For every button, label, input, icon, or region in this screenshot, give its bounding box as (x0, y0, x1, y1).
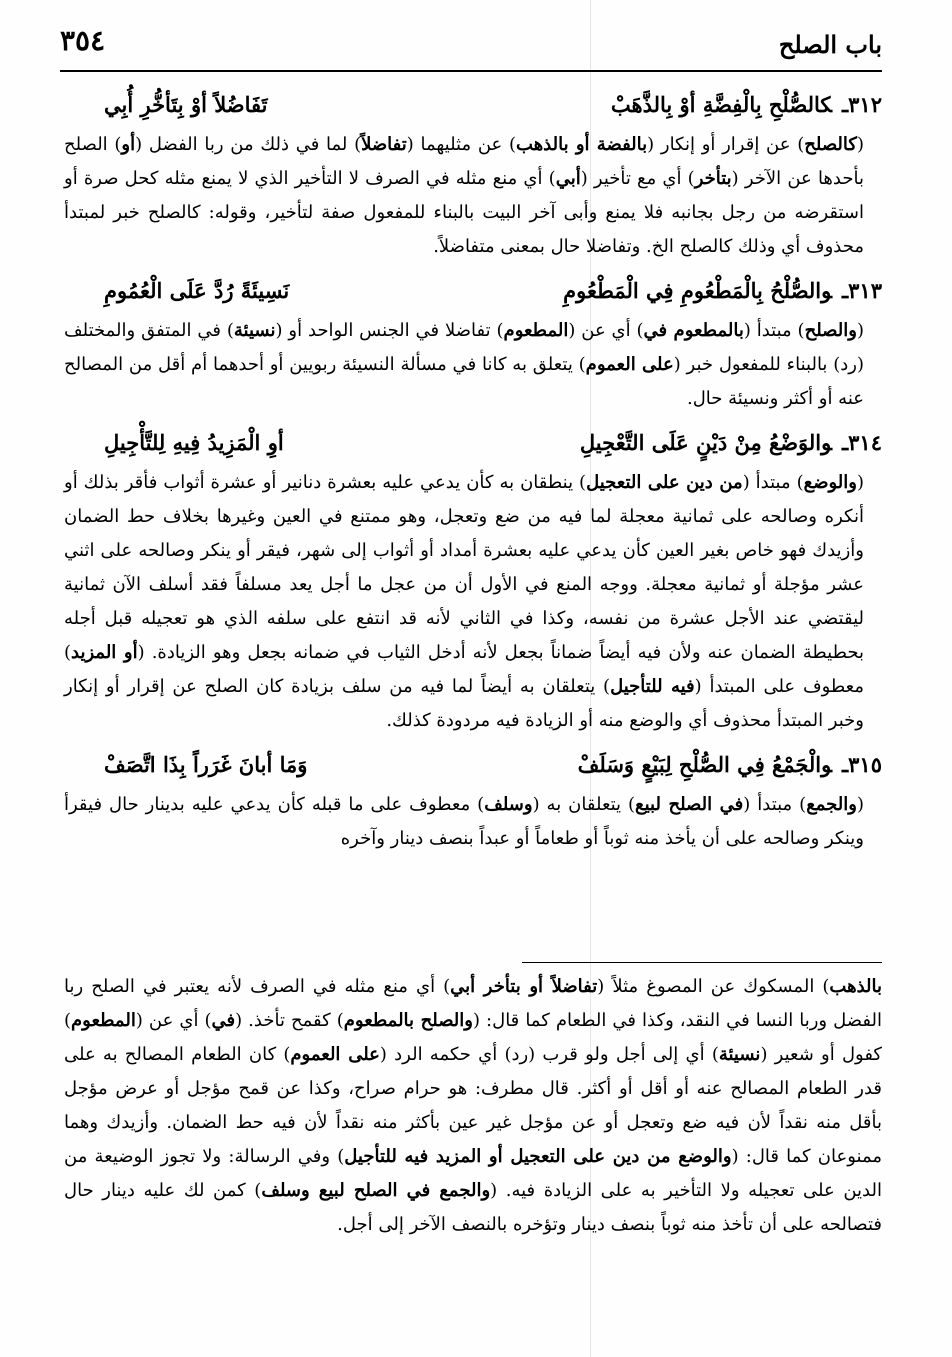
bold-run: أو المزيد (71, 642, 138, 663)
text-run: ) أي عن ( (135, 1010, 212, 1031)
text-run: ) كقمح تأخذ. ( (235, 1010, 344, 1031)
footnote-paragraph (64, 970, 882, 1242)
text-run: ) كان الطعام المصالح به على قدر الطعام المصالح عنه أو أقل أو أكثر. قال مطرف: هو حرام صراح، وكذا عن قمح مؤجل أو عرض مؤجل بأقل منه نقداً لأن فيه ضع وتعجل أو عن مؤجل غير عين بأكثر منه نقداً لأن فيه حط الضمان. وأزيدك وهما ممنوعان كما قال: ( (64, 1044, 882, 1167)
text-run: ) وفي الرسالة: ولا تجوز الوضيعة من الدين على تعجيله ولا التأخير به على الزيادة فيه. ( (64, 1146, 882, 1201)
bold-run: أو (121, 134, 136, 155)
text-run: ( (856, 320, 864, 341)
verse-first-hemistich: والوَضْعُ مِنْ دَيْنٍ عَلَى التَّعْجِيلِ (579, 430, 832, 455)
verse-second-hemistich: وَمَا أبانَ غَرَراً بِذَا اتَّصَفْ (104, 752, 308, 777)
bold-run: تفاضلاً أو بتأخر أبي (450, 976, 598, 997)
bold-run: من دين على التعجيل (586, 472, 743, 493)
verse-first-hemistich: كالصُّلْحِ بِالْفِضَّةِ أوْ بِالذَّهَبْ (610, 92, 832, 117)
commentary-paragraph (64, 128, 882, 264)
bold-run: كالصلح (804, 134, 857, 155)
verse-line (64, 420, 882, 466)
text-run: ) الصلح بأحدها عن الآخر ( (64, 134, 864, 189)
text-run: ) مبتدأ ( (742, 472, 804, 493)
commentary-paragraph (64, 466, 882, 738)
text-run: ) المسكوك عن المصوغ مثلاً ( (597, 976, 830, 997)
verse-line (64, 742, 882, 788)
text-run: ) أي مع تأخير ( (580, 168, 695, 189)
text-run: ) أي منع مثله في الصرف لأنه يعتبر في الصلح ربا الفضل وربا النسا في النقد، وكذا في الطعام كما قال: ( (64, 976, 882, 1031)
text-run: ) يتعلق به كانا في مسألة النسيئة ربويين أو أحدهما أم أقل من المصالح عنه أو أكثر ونسيئة حال. (64, 354, 864, 409)
bold-run: والصلح بالمطعوم (343, 1010, 473, 1031)
bold-run: بالفضة أو بالذهب (516, 134, 648, 155)
text-run: ) أي إلى أجل ولو قرب (رد) أي حكمه الرد ( (379, 1044, 719, 1065)
page-header (60, 24, 882, 72)
text-run: ) معطوف على ما قبله كأن يدعي عليه بدينار حال فيقرأ وينكر وصالحه على أن يأخذ منه ثوباً أو طعاماً أو عبداً بنصف دينار وآخره (64, 794, 864, 849)
commentary-paragraph (64, 314, 882, 416)
bold-run: في (211, 1010, 236, 1031)
verse-line (64, 82, 882, 128)
verse-number: ٣١٢ـ (842, 92, 882, 117)
text-run: ) لما في ذلك من ربا الفضل ( (135, 134, 362, 155)
bold-run: في الصلح لبيع (635, 794, 744, 815)
text-run: ) عن مثليهما ( (406, 134, 517, 155)
bold-run: على العموم (290, 1044, 380, 1065)
text-run: ) مبتدأ ( (743, 320, 805, 341)
footnote-divider (522, 962, 882, 963)
text-run: ) أي عن ( (568, 320, 644, 341)
commentary-paragraph (64, 788, 882, 856)
text-run: ( (856, 794, 865, 815)
bold-run: نسيئة (718, 1044, 761, 1065)
text-run: ) عن إقرار أو إنكار ( (647, 134, 805, 155)
chapter-title: باب الصلح (778, 30, 882, 59)
verse-second-hemistich: نَسِيئَةً رُدَّ عَلَى الْعُمُومِ (104, 278, 290, 303)
verse-number: ٣١٤ـ (842, 430, 882, 455)
bold-run: والجمع في الصلح لبيع وسلف (261, 1180, 491, 1201)
text-run: ) يتعلقان به ( (532, 794, 636, 815)
text-run: ) مبتدأ ( (743, 794, 807, 815)
verse-first-hemistich: والْجَمْعُ فِي الصُّلْحِ لِبَيْعٍ وَسَلَفْ (577, 752, 832, 777)
verse-first-hemistich: والصُّلْحُ بِالْمَطْعُومِ فِي الْمَطْعُومِ (563, 278, 832, 303)
text-run: ) كمن لك عليه دينار حال فتصالحه على أن تأخذ منه ثوباً بنصف دينار وتؤخره بالنصف الآخر إلى أجل. (64, 1180, 882, 1235)
text-run: ) أي منع مثله في الصرف لا التأخير الذي لا يمنع مثله كحل صرة أو استقرضه من رجل بجانبه فلا يمنع وأبى آخر البيت بالبناء للمفعول صفة لتأخير، وقوله: كالصلح خبر لمبتدأ محذوف أي وذلك كالصلح الخ. وتفاضلا حال بمعنى متفاضلاً. (64, 168, 864, 257)
bold-run: بالذهب (829, 976, 882, 997)
bold-run: أبي (555, 168, 581, 189)
footnotes (64, 970, 882, 1242)
text-run: ) تفاضلا في الجنس الواحد أو ( (275, 320, 504, 341)
bold-run: بالمطعوم في (643, 320, 744, 341)
bold-run: والجمع (806, 794, 857, 815)
text-run: ) يتعلقان به أيضاً لما فيه من سلف بزيادة كان الصلح عن إقرار أو إنكار وخبر المبتدأ محذوف أي والوضع منه أو الزيادة فيه مردودة كذلك. (64, 676, 864, 731)
bold-run: والوضع (803, 472, 857, 493)
text-run: ) معطوف على المبتدأ ( (64, 642, 864, 697)
main-text (64, 82, 882, 856)
verse-second-hemistich: أوِ الْمَزِيدُ فِيهِ لِلتَّأْجِيلِ (104, 430, 284, 455)
bold-run: فيه للتأجيل (610, 676, 695, 697)
bold-run: نسيئة (233, 320, 276, 341)
bold-run: والصلح (804, 320, 857, 341)
bold-run: على العموم (585, 354, 674, 375)
text-run: ) كفول أو شعير ( (64, 1010, 882, 1065)
text-run: ) في المتفق والمختلف (رد) بالبناء للمفعول خبر ( (64, 320, 864, 375)
verse-number: ٣١٥ـ (842, 752, 882, 777)
text-run: ( (856, 134, 864, 155)
verse-line (64, 268, 882, 314)
text-run: ( (856, 472, 864, 493)
bold-run: المطعوم (71, 1010, 136, 1031)
text-run: ) ينطقان به كأن يدعي عليه بعشرة دنانير أو عشرة أثواب فأقر بذلك أو أنكره وصالحه على ثمانية معجلة لما فيه من ضع وتعجل، وهو ممتنع في العين وغيرها بخلاف حط الضمان وأزيدك فهو خاص بغير العين كأن يدعي عليه بعشرة أمداد أو أثواب إلى شهر، فيقر أو ينكر وصالحه على اثني عشر مؤجلة أو ثمانية معجلة. ووجه المنع في الأول أن من عجل ما أجل يعد مسلفاً فقد أسلف الآن ثمانية ليقتضي عند الأجل عشرة من نفسه، وكذا في الثاني لأنه قد انتفع على سلفه الذي هو تعجيله قبل أجله بحطيطة الضمان عنه ولأن فيه أيضاً ضماناً بجعل لأنه أدخل الثياب في ضمانه بجعل وهو الزيادة. ( (64, 472, 864, 663)
page-number: ٣٥٤ (60, 24, 106, 57)
bold-run: تفاضلاً (361, 134, 407, 155)
bold-run: المطعوم (503, 320, 569, 341)
verse-number: ٣١٣ـ (842, 278, 882, 303)
verse-second-hemistich: تَفَاضُلاً أوْ بِتَأخُّرِ أُبِي (104, 92, 268, 117)
bold-run: بتأخر (694, 168, 732, 189)
bold-run: والوضع من دين على التعجيل أو المزيد فيه للتأجيل (344, 1146, 732, 1167)
bold-run: وسلف (484, 794, 533, 815)
